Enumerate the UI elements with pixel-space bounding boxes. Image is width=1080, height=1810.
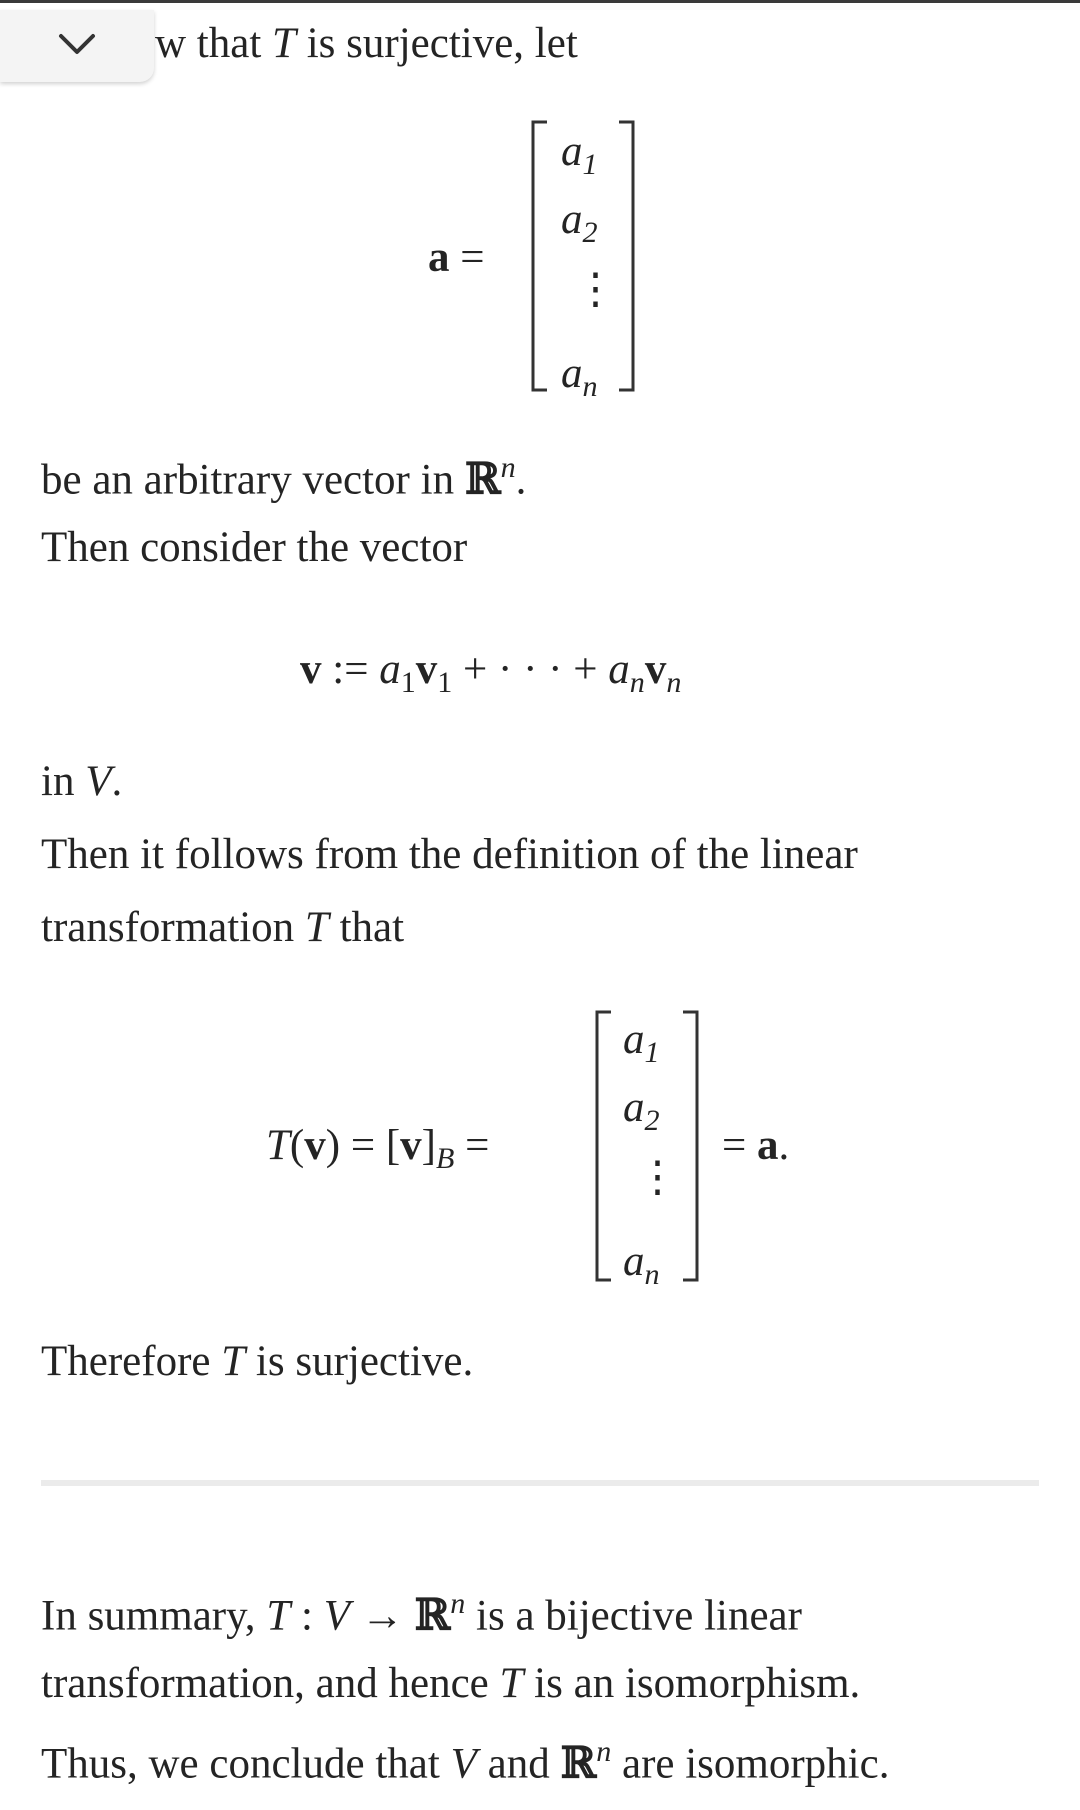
section-divider [41,1480,1039,1486]
vertical-ellipsis: ⋮ [574,266,617,313]
assign: := [321,646,380,693]
paragraph-in-V: in V. [41,758,123,805]
right-bracket [616,120,636,392]
intro-text-end: is surjective, let [295,20,578,67]
v1: v [415,646,438,693]
equation-v: v := $a_1v_1$ + · · · + $a_nv_n$ [300,646,682,700]
matrix-entry: $a_2$ [623,1084,660,1138]
vertical-ellipsis: ⋮ [636,1154,679,1201]
equals-sign: = [460,234,485,281]
text: be an arbitrary vector in [41,456,465,504]
math-T: T [221,1338,246,1385]
intro-text: w that [155,20,273,67]
an: a [608,646,630,693]
equation-T-rhs: = a. [722,1122,790,1169]
chevron-down-icon [58,32,96,56]
math-V: V [450,1740,477,1788]
paragraph-consider [41,526,467,569]
top-border [0,0,1080,3]
period: . [515,456,527,504]
plus-dots: + · · · + [452,646,609,693]
math-V: V [323,1592,350,1640]
math-R: ℝ [414,1590,451,1641]
left-bracket [594,1010,614,1282]
vector-a: a [428,234,450,281]
math-V: V [85,758,112,805]
equation-a-lhs [428,236,485,279]
paragraph-arbitrary-vector [41,450,527,505]
left-bracket [530,120,550,392]
summary-line1: In summary, T : V → ℝ$^n$ is a bijective linear [41,1586,802,1641]
collapse-toggle-button[interactable] [0,10,154,82]
matrix-entry: $a_2$ [561,196,598,250]
math-n: n [500,450,516,484]
math-T: T [266,1592,291,1640]
right-bracket [680,1010,700,1282]
vn: v [644,646,667,693]
matrix-entry: $a_n$ [561,350,598,404]
a1: a [379,646,401,693]
math-T: T [304,904,329,951]
text: Then consider the vector [41,524,468,571]
matrix-entry: $a_n$ [623,1238,660,1292]
summary-line3: Thus, we conclude that V and ℝ$^n$ are isomorphic. [41,1734,890,1789]
summary-line2: transformation, and hence T is an isomorphism. [41,1660,861,1707]
math-R: ℝ [464,454,501,505]
vector-v: v [300,646,322,693]
vector-a: a [757,1122,779,1169]
math-R: ℝ [560,1738,597,1789]
matrix-entry: $a_1$ [623,1016,660,1070]
math-T: T [499,1660,524,1707]
paragraph-follows-line2: transformation T that [41,904,405,951]
paragraph-follows-line1: Then it follows from the definition of the linear [41,831,858,878]
math-T: T [272,20,296,67]
paragraph-intro [155,22,578,65]
equation-T-lhs: $T(v) = [v]_B$ = [266,1122,490,1176]
paragraph-therefore: Therefore T is surjective. [41,1338,474,1385]
matrix-entry: $a_1$ [561,128,598,182]
